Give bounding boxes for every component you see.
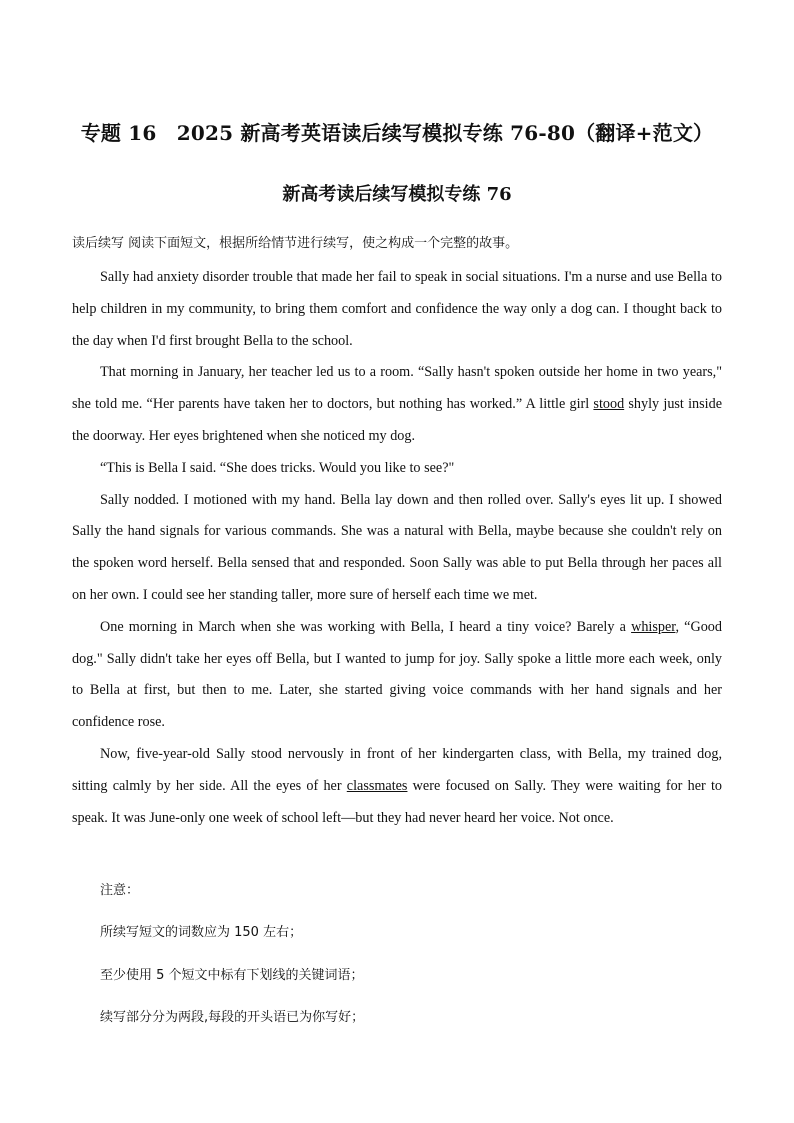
notes-heading: 注意： (100, 883, 140, 898)
paragraph-3: “This is Bella I said. “She does tricks. Would you like to see?" (100, 459, 455, 476)
paragraph-2-text-b: shyly just inside the doorway. Her eyes brightened when she noticed my dog. (72, 396, 722, 444)
paragraph-5-text-b: , “Good dog." Sally didn't take her eyes off Bella, but I wanted to jump for joy. Sally spoke a little more each week, only to Bella at first, but then to me. Later, she started giving voice commands with her hand signals and her confidence rose. (72, 618, 722, 731)
paragraph-5-text-a: One morning in March when she was working with Bella, I heard a tiny voice? Barely a (100, 618, 632, 635)
document-title: 专题 16 2025 新高考英语读后续写模拟专练 76-80（翻译+范文） (80, 121, 714, 145)
keyword-whisper: whisper (631, 618, 676, 635)
story-text (72, 262, 722, 834)
paragraph-6-text-b: were focused on Sally. They were waiting for her to speak. It was June-only one week of school left—but they had never heard her voice. Not once. (72, 777, 722, 826)
paragraph-6 (72, 739, 722, 834)
paragraph-5 (72, 612, 722, 739)
document-subtitle: 新高考读后续写模拟专练 76 (282, 184, 512, 205)
note-item: 所续写短文的词数应为 150 左右； (100, 925, 303, 940)
paragraph-4: Sally nodded. I motioned with my hand. Bella lay down and then rolled over. Sally's eyes lit up. I showed Sally the hand signals for various commands. She was a natural with Bella, maybe because she couldn't rely on the spoken word herself. Bella sensed that and responded. Soon Sally was able to put Bella through her paces all on her own. I could see her standing taller, more sure of herself each time we met. (72, 491, 722, 603)
paragraph-2-text-a: That morning in January, her teacher led us to a room. “Sally hasn't spoken outside her home in two years," she told me. “Her parents have taken her to doctors, but nothing has worked.” A little girl (72, 364, 722, 413)
keyword-classmates: classmates (346, 777, 408, 794)
note-item: 续写部分分为两段,每段的开头语已为你写好； (100, 1010, 365, 1025)
paragraph-6-text-a: Now, five-year-old Sally stood nervously in front of her kindergarten class, with Bella, my trained dog, sitting calmly by her side. All the eyes of her (72, 745, 722, 794)
task-instruction: 读后续写 阅读下面短文，根据所给情节进行续写，使之构成一个完整的故事。 (72, 236, 519, 251)
keyword-stood: stood (593, 396, 625, 413)
paragraph-1: Sally had anxiety disorder trouble that made her fail to speak in social situations. I'm a nurse and use Bella to help children in my community, to bring them comfort and confidence the way only a dog can. I thought back to the day when I'd first brought Bella to the school. (72, 269, 722, 349)
paragraph-2 (72, 357, 722, 452)
note-item: 至少使用 5 个短文中标有下划线的关键词语； (100, 968, 364, 983)
